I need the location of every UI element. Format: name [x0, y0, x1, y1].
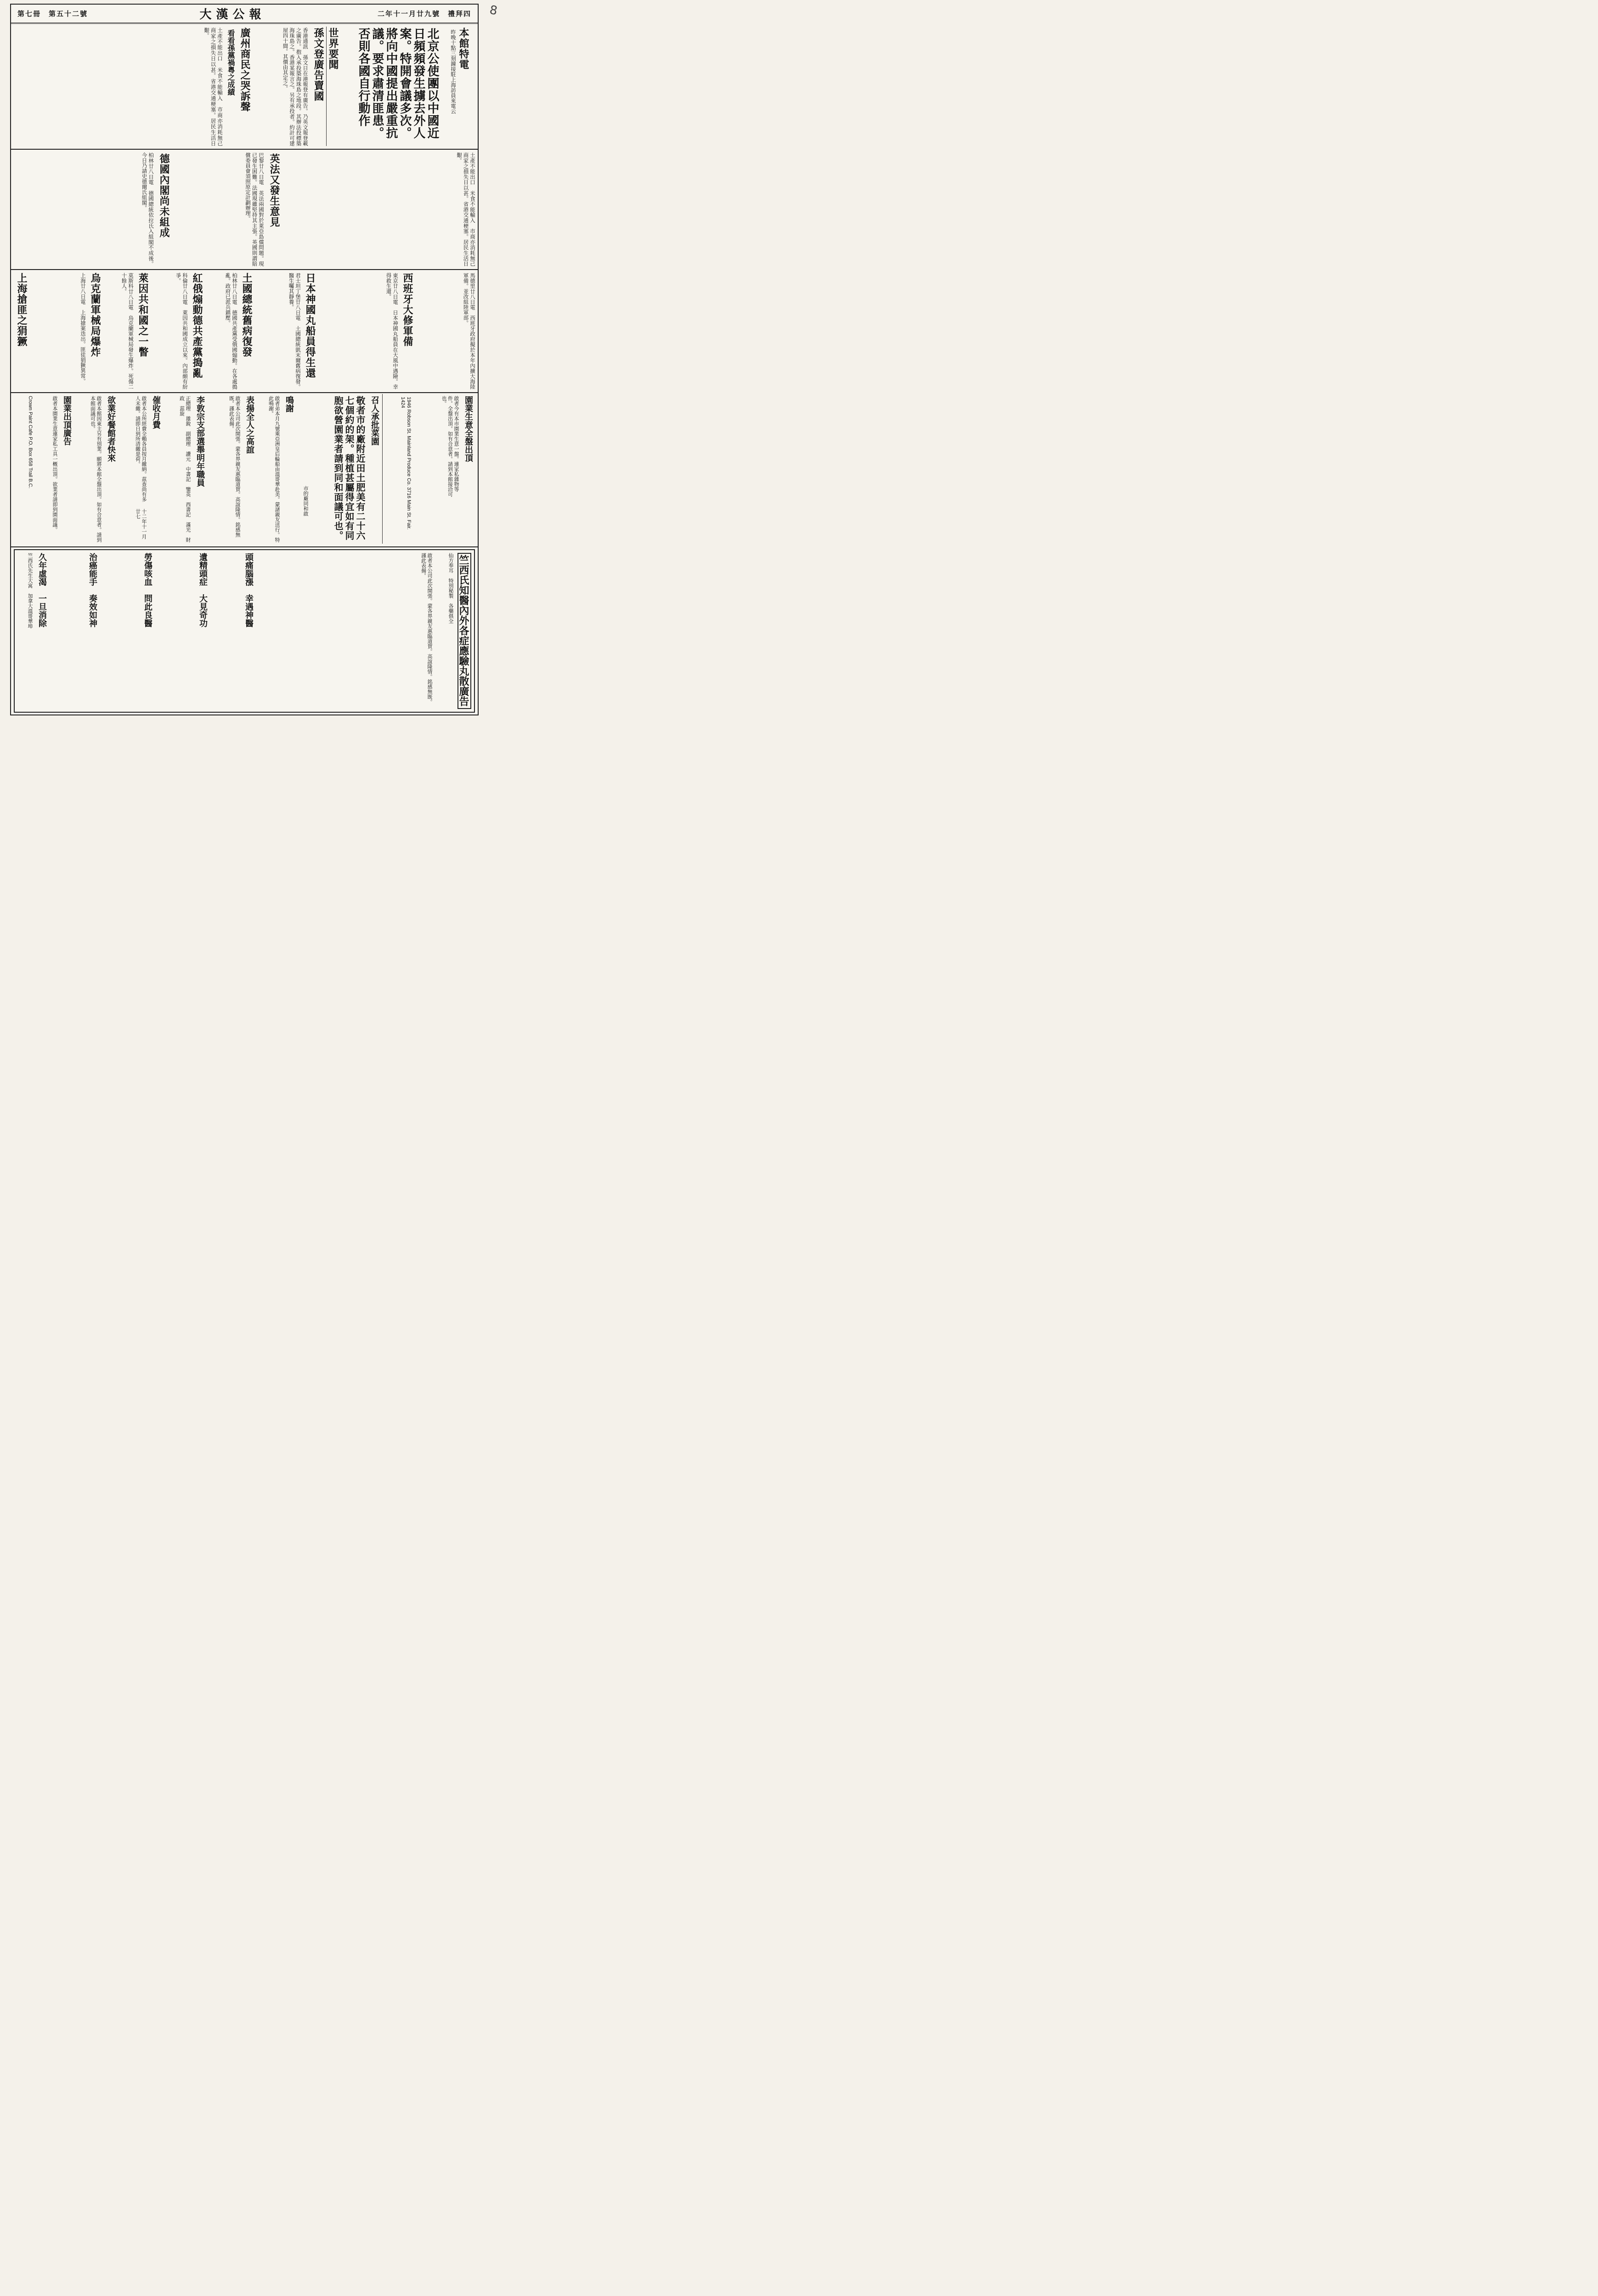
continued-article-body: 土產不能出口 米食不能輸入 市商亦消耗無己 商家之損失日以甚。省港交通梗塞。居民生活日艱。: [456, 152, 476, 272]
ad-thanks-title: 鳴謝: [284, 396, 294, 412]
newspaper-page: [10, 4, 479, 715]
medicine-ad-footer: 竺西氏先生大寓 加拿大溫哥華埠: [27, 553, 33, 629]
medicine-ad-list: 啟者本公司此次開張。蒙各界親友惠臨道賀。高誼隆情。銘感無既。謹此表揚。: [420, 553, 433, 704]
telegram-header: 本館特電: [457, 28, 469, 70]
third-section: [11, 271, 478, 391]
japan-ship-body: 東京廿八日電 日本神國丸船員在大風中遇險。幸得救生還。: [385, 273, 399, 389]
sun-wen-headline: 孫文登廣告賣國: [312, 28, 324, 101]
spain-body: 馬德里廿八日電 西班牙政府擬於本年內擴大海陸軍備。並改組陸軍部。: [463, 273, 476, 389]
ad-farm-lease-body: 敬者市的廠附近田土肥美有二十六七個約的架。種植甚屬得宜如有同胞欲營園業者請到同和面議可也。: [333, 396, 366, 540]
masthead-date: 二年十一月廿九號 禮拜四: [377, 10, 471, 18]
shanghai-bandits-body: 上海廿八日電 上海搶案迭出。匪徒狷獗異常。: [80, 273, 86, 384]
masthead-issue: 第七冊 第五十二號: [17, 10, 88, 18]
ad-gratitude-title: 表揚全人之高誼: [245, 396, 254, 454]
ad-garden-lease-body: 啟者本園業生意連家私工具一概出頂。欲業者請即到園面議。: [52, 396, 58, 532]
telegram-column-header: [457, 28, 476, 145]
page-corner-number: 8: [488, 3, 499, 18]
medicine-ad-title: 竺西氏知醫內外各症應驗丸散廣告: [457, 553, 471, 709]
med-item-3: 勞傷咳血 問此良醫: [143, 553, 152, 627]
guangzhou-subhead: 看看孫黨禍粵之成績: [226, 29, 235, 96]
german-cabinet-body: 柏林廿八日電 德國總統依拉氏入組閣不成後。今日乃請史德爾氏組閣。: [141, 152, 154, 266]
ad-dues-date: 十二年十一月廿七: [135, 509, 147, 539]
shanghai-bandits-headline: 上海搶匪之狷獗: [16, 273, 28, 347]
ad-garden-lease-title: 園業出頂廣告: [62, 396, 72, 445]
ad-farm-lease-sign: 市的廠同和啟: [303, 486, 309, 516]
ad-election-title: 李敦宗支部選舉明年職員: [195, 396, 205, 487]
medicine-ad-box: [14, 549, 475, 713]
med-item-5: 久年虛渴 一旦消除: [37, 553, 47, 627]
ukraine-headline: 烏克蘭軍械局爆炸: [89, 273, 101, 357]
ad-garden-sale-address: 1946 Robson St. Mainland Produce Co. 3716 Main St. Fair. 1424: [400, 397, 412, 530]
ad-farm-lease-title: 召人承批菜園: [370, 396, 379, 445]
med-item-1: 頭痛腦漲 幸遇神醫: [244, 553, 254, 627]
ad-restaurant-body: 啟者本館因東主另有別業。願將本館全盤出頂。如有合意者。請到本館面議可也。: [90, 396, 102, 542]
turkey-headline: 土國總統舊病復發: [241, 273, 253, 357]
telegram-headline: 北京公使團以中國近日頻頻發生擄去外人案。特開會議多次。將向中國提出嚴重抗議。要求肅清匪患。否則各國自行動作: [356, 28, 439, 139]
guangzhou-headline: 廣州商民之哭訴聲: [239, 28, 251, 112]
ad-thanks-body: 啟者弟本月九號乘亞洲皇后輪船由溫哥華赴美。蒙諸親友送行。特此鳴謝。: [268, 396, 280, 542]
ad-dues-body: 啟者本公所經費全賴各員按月繳納。茲查尚有多人未繳。請即日到所清繳是荷。: [135, 396, 147, 502]
ad-election-body: 正總理 雄銳 副總理 讚元 中書記 鑒英 西書記 滿光 財政 蕊旋: [179, 396, 191, 542]
telegram-dateline: 昨晚十點三刻鐘接駐上海訪員來電云: [450, 29, 457, 114]
ukraine-body: 莫斯科廿八日電 烏克蘭軍械局發生爆炸。死傷二十餘人。: [121, 273, 134, 389]
red-russia-body: 柏林廿八日電 德國共產黨受俄國煽動。在各處搗亂。政府已派兵鎮壓。: [225, 273, 238, 389]
anglo-french-headline: 英法又發生意見: [268, 153, 280, 227]
japan-ship-headline: 日本神國丸船員得生還: [304, 273, 316, 378]
guangzhou-body: 土產不能出口 米食不能輸入 市商亦消耗無己 商家之損失日以甚。省港交通梗塞。居民生活日艱。: [203, 28, 223, 152]
top-section: [11, 25, 478, 152]
spain-headline: 西班牙大修軍備: [401, 273, 413, 347]
turkey-body: 君士坦丁堡廿八日電 土國總統凱末爾舊病復發。醫生囑其靜養。: [288, 273, 301, 389]
ad-garden-sale-body: 啟者今有本市園業生意一盤。連家私雜物等件。全盤出頂。如有合意者。請到本館接洽可也。: [441, 396, 459, 497]
ad-dues-title: 催收月費: [151, 396, 161, 429]
rhine-headline: 萊因共和國之一瞥: [137, 273, 149, 357]
rhine-body: 科倫廿八日電 萊因共和國成立以來。內部頗有紛爭。: [175, 273, 188, 389]
med-item-2: 遺精頭症 大見奇功: [198, 553, 208, 627]
ad-garden-lease-address: Crown Paint Cafe P.O. Box 658 Trail B.C.: [28, 396, 33, 489]
red-russia-headline: 紅俄煽動德共產黨搗亂: [191, 273, 203, 378]
world-news-header: 世界要聞: [327, 28, 339, 70]
ads-section: [11, 394, 478, 546]
masthead: [11, 5, 478, 24]
second-section: [11, 151, 478, 272]
german-cabinet-headline: 德國內閣尚未組成: [158, 153, 170, 238]
medicine-ad-subtitle: 仙方奉耳 特別秘製 各藥俱全: [448, 553, 454, 624]
med-item-4: 治癌能手 奏效如神: [88, 553, 97, 627]
ad-gratitude-body: 啟者本公司此次開張。蒙各界親友惠臨道賀。高誼隆情。銘感無既。謹此表揚。: [228, 396, 241, 537]
ad-restaurant-title: 欲業好餐館者快來: [106, 396, 116, 462]
sun-wen-body: 香港通訊 孫文日在港報登有廣告。乃英文報登載之廣告。抱入承投築海珠島之地段。其辦法投標築海珠島之。香港某報言之。另有承投者。約計可建屋四十間。其價由其定之。: [282, 28, 309, 146]
world-news-header-box: [327, 28, 345, 146]
anglo-french-body: 巴黎廿八日電 英法兩國對於萊亞島償問題。現已發生困難。法國現雖堅持其主張。英國則謂賠償委員會須照原定計劃辦理。: [245, 152, 265, 266]
masthead-title: 大漢公報: [199, 8, 266, 22]
ad-garden-sale-title: 園業生意全盤出頂: [463, 396, 473, 462]
